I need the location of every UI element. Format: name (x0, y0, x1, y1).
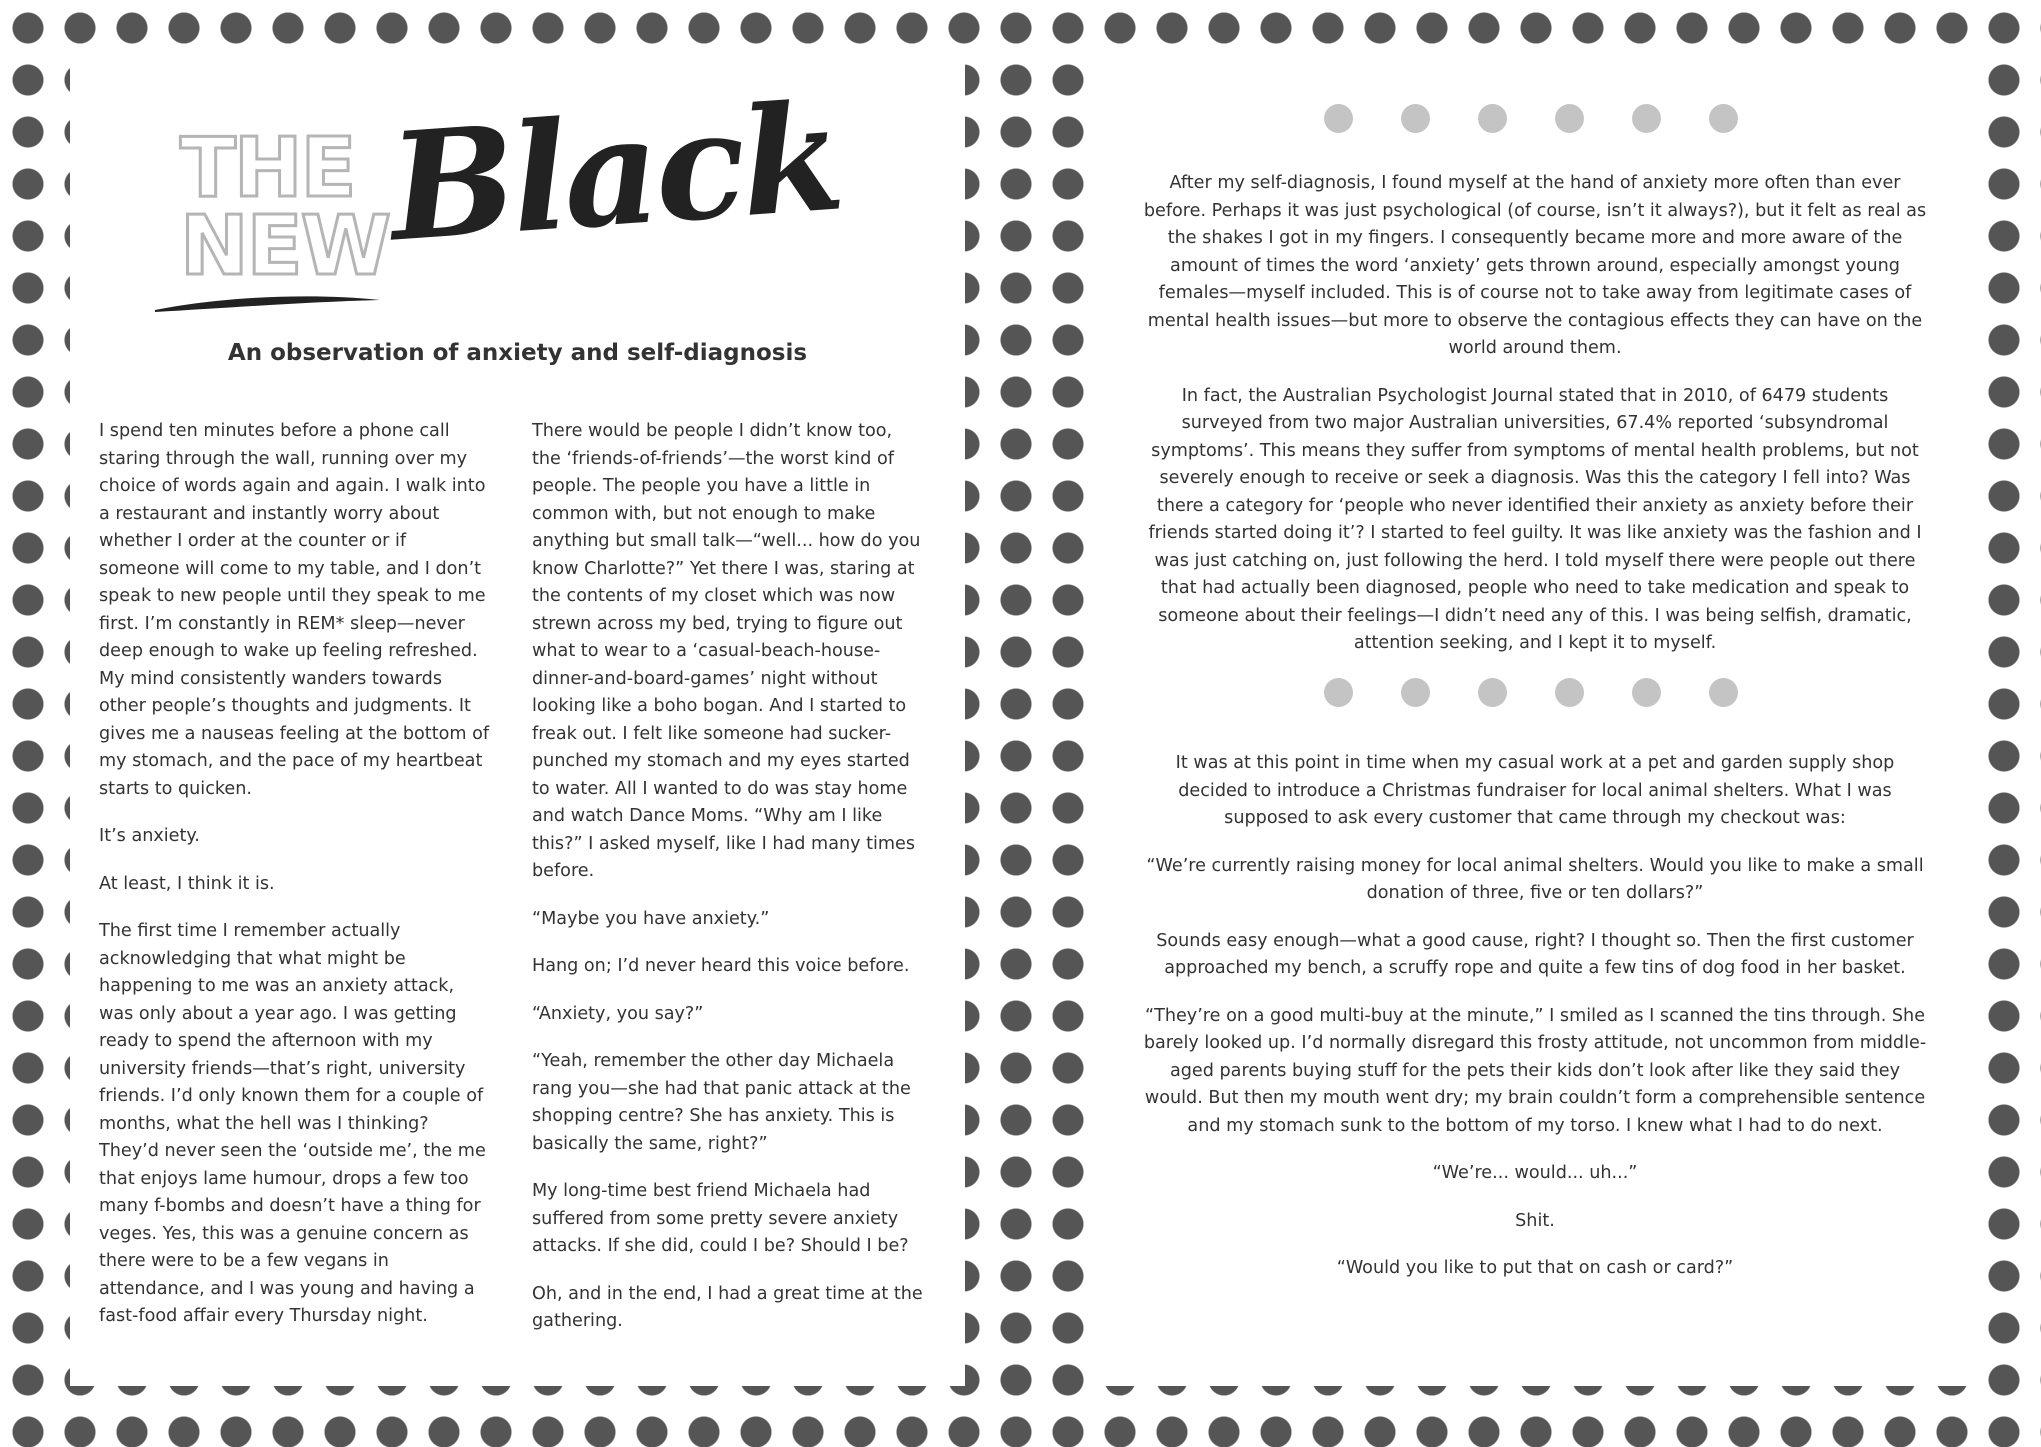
paragraph: It’s anxiety. (99, 826, 200, 846)
separator-dot (1324, 678, 1353, 707)
paragraph: Hang on; I’d never heard this voice before. (532, 956, 910, 976)
paragraph: “We’re... would... uh...” (1432, 1163, 1638, 1183)
paragraph: Shit. (1515, 1210, 1555, 1231)
paragraph: There would be people I didn’t know too, the ‘friends-of-friends’—the worst kind of people. The people you have a little in common with, but not enough to make anything but small talk—“well... how do you know Charlotte?” Yet there I was, staring at the contents of my closet which was now strewn across my bed, trying to figure out what to wear to a ‘casual-beach-house-dinner-and-board-games’ night without looking like a boho bogan. And I started to freak out. I felt like someone had sucker-punched my stomach and my eyes started to water. All I wanted to do was stay home and watch Dance Moms. “Why am I like this?” I asked myself, like I had many times before. (532, 421, 921, 881)
paragraph: My long-time best friend Michaela had suffered from some pretty severe anxiety attacks. If she did, could I be? Should I be? (532, 1181, 909, 1256)
section-separator-dots (1324, 104, 1738, 133)
paragraph: “Yeah, remember the other day Michaela rang you—she had that panic attack at the shopping centre? She has anxiety. This is basically the same, right?” (532, 1051, 911, 1154)
brush-stroke-decoration (155, 288, 385, 318)
separator-dot (1401, 678, 1430, 707)
paragraph: “Anxiety, you say?” (532, 1003, 704, 1024)
body-column-2 (532, 418, 924, 1356)
separator-dot (1555, 678, 1584, 707)
paragraph: The first time I remember actually acknowledging that what might be happening to me was an anxiety attack, was only about a year ago. I was getting ready to spend the afternoon with my university friends—that’s right, university friends. I’d only known them for a couple of months, what the hell was I thinking? They’d never seen the ‘outside me’, the me that enjoys lame humour, drops a few too many f-bombs and doesn’t have a thing for veges. Yes, this was a genuine concern as there were to be a few vegans in attendance, and I was young and having a fast-food affair every Thursday night. (99, 921, 486, 1326)
title-word-black: Black (384, 69, 846, 275)
paragraph: “They’re on a good multi-buy at the minute,” I smiled as I scanned the tins through. She barely looked up. I’d normally disregard this frosty attitude, not uncommon from middle-aged parents buying stuff for the pets their kids don’t look after like they said they would. But then my mouth went dry; my brain couldn’t form a comprehensible sentence and my stomach sunk to the bottom of my torso. I knew what I had to do next. (1143, 1005, 1927, 1136)
title-word-new: NEW (180, 199, 390, 294)
paragraph: Oh, and in the end, I had a great time at the gathering. (532, 1283, 923, 1331)
paragraph: In fact, the Australian Psychologist Journal stated that in 2010, of 6479 students surveyed from two major Australian universities, 67.4% reported ‘subsyndromal symptoms’. This means they suffer from symptoms of mental health problems, but not severely enough to receive or seek a diagnosis. Was this the category I fell into? Was there a category for ‘people who never identified their anxiety as anxiety before their friends started doing it’? I started to feel guilty. It was like anxiety was the fashion and I was just catching on, just following the herd. I told myself there were people out there that had actually been diagnosed, people who need to take medication and speak to someone about their feelings—I didn’t need any of this. I was being selfish, dramatic, attention seeking, and I kept it to myself. (1148, 385, 1922, 653)
article-title (155, 69, 846, 318)
paragraph: “Maybe you have anxiety.” (532, 908, 770, 929)
separator-dot (1478, 104, 1507, 133)
paragraph: “We’re currently raising money for local animal shelters. Would you like to make a small donation of three, five or ten dollars?” (1146, 855, 1924, 903)
separator-dot (1401, 104, 1430, 133)
paragraph: I spend ten minutes before a phone call staring through the wall, running over my choice of words again and again. I walk into a restaurant and instantly worry about whether I order at the counter or if someone will come to my table, and I don’t speak to new people until they speak to me first. I’m constantly in REM* sleep—never deep enough to wake up feeling refreshed. My mind consistently wanders towards other people’s thoughts and judgments. It gives me a nauseas feeling at the bottom of my stomach, and the pace of my heartbeat starts to quicken. (99, 421, 490, 799)
body-column-1 (99, 418, 491, 1351)
separator-dot (1709, 104, 1738, 133)
title-word-the: THE (180, 121, 355, 216)
paragraph: Sounds easy enough—what a good cause, right? I thought so. Then the first customer approached my bench, a scruffy rope and quite a few tins of dog food in her basket. (1156, 930, 1914, 978)
paragraph: “Would you like to put that on cash or card?” (1336, 1258, 1734, 1278)
right-text-block-2 (1140, 750, 1930, 1303)
separator-dot (1632, 104, 1661, 133)
section-separator-dots (1324, 678, 1738, 707)
separator-dot (1324, 104, 1353, 133)
right-text-block-1 (1140, 170, 1930, 678)
article-subtitle: An observation of anxiety and self-diagnosis (227, 340, 808, 366)
separator-dot (1632, 678, 1661, 707)
paragraph: It was at this point in time when my casual work at a pet and garden supply shop decided to introduce a Christmas fundraiser for local animal shelters. What I was supposed to ask every customer that came through my checkout was: (1175, 753, 1895, 828)
paragraph: After my self-diagnosis, I found myself at the hand of anxiety more often than ever before. Perhaps it was just psychological (of course, isn’t it always?), but it felt as real as the shakes I got in my fingers. I consequently became more and more aware of the amount of times the word ‘anxiety’ gets thrown around, especially amongst young females—myself included. This is of course not to take away from legitimate cases of mental health issues—but more to observe the contagious effects they can have on the world around them. (1143, 173, 1927, 358)
paragraph: At least, I think it is. (99, 873, 275, 894)
separator-dot (1555, 104, 1584, 133)
separator-dot (1478, 678, 1507, 707)
separator-dot (1709, 678, 1738, 707)
